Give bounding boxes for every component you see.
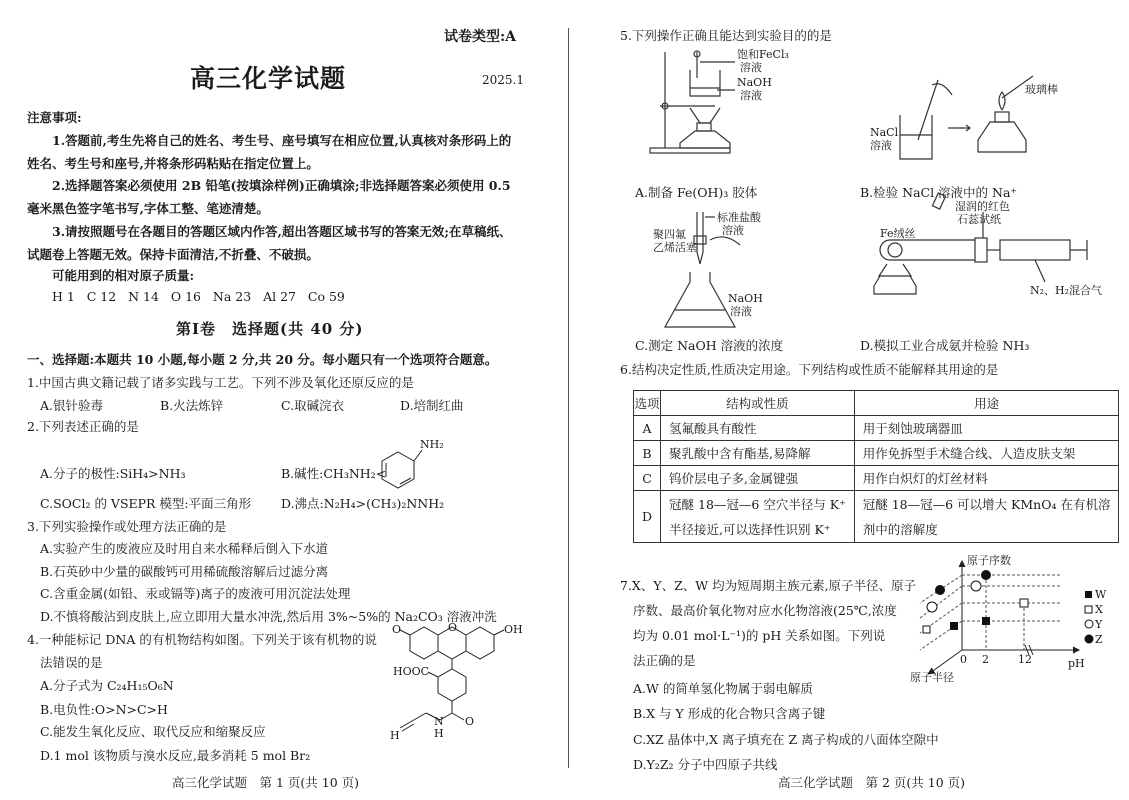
fig-d-label: Fe绒丝 (880, 227, 916, 240)
property-line: 半径接近,可以选择性识别 K⁺ (669, 521, 831, 537)
structure-label: H (434, 727, 444, 740)
q5-option-c: C.测定 NaOH 溶液的浓度 (635, 338, 784, 353)
point-x (1020, 599, 1028, 607)
point-y-radius (927, 602, 937, 612)
point-z-radius (935, 585, 945, 595)
figure-a-colloid-setup (655, 50, 825, 180)
q7-stem-cont: 法正确的是 (633, 653, 696, 668)
part1-heading: 一、选择题:本题共 10 小题,每小题 2 分,共 20 分。每小题只有一个选项符合题意。 (27, 352, 498, 367)
notice-line: 试题卷上答题无效。保持卡面清洁,不折叠、不破损。 (27, 247, 319, 262)
q3-stem: 3.下列实验操作或处理方法正确的是 (27, 519, 227, 534)
page-title: 高三化学试题 (190, 64, 347, 93)
section-title: 第Ⅰ卷 选择题(共 40 分) (176, 320, 364, 338)
q3-option-b: B.石英砂中少量的碳酸钙可用稀硫酸溶解后过滤分离 (40, 564, 329, 579)
legend-w: W (1095, 588, 1107, 601)
q1-option-c: C.取碱浣衣 (281, 398, 345, 413)
q5-option-d: D.模拟工业合成氨并检验 NH₃ (860, 338, 1030, 353)
q4-option-a: A.分子式为 C₂₄H₁₅O₆N (40, 678, 174, 693)
q2-option-d: D.沸点:N₂H₄>(CH₃)₂NNH₂ (281, 496, 445, 511)
q7-stem: 7.X、Y、Z、W 均为短周期主族元素,原子半径、原子 (620, 578, 917, 593)
notice-line: 1.答题前,考生先将自己的姓名、考生号、座号填写在相应位置,认真核对条形码上的 (52, 133, 512, 148)
dna-label-molecule-structure (390, 621, 540, 745)
table-row (634, 466, 1119, 491)
fig-a-label: 溶液 (740, 61, 762, 74)
structure-label: O (448, 621, 458, 634)
use-line: 剂中的溶解度 (862, 521, 938, 537)
q1-option-d: D.培制红曲 (400, 398, 464, 413)
aniline-structure (378, 440, 458, 500)
fig-c-label: 溶液 (730, 305, 752, 318)
use-cell: 用作白炽灯的灯丝材料 (854, 466, 1119, 491)
fig-b-label: 溶液 (870, 139, 892, 152)
notice-line: 毫米黑色签字笔书写,字体工整、笔迹清楚。 (27, 201, 269, 216)
q7-stem-cont: 序数、最高价氧化物对应水化物溶液(25℃,浓度 (633, 603, 897, 618)
z-axis-label: 原子半径 (910, 671, 954, 684)
q5-option-b: B.检验 NaCl 溶液中的 Na⁺ (860, 185, 1018, 200)
fig-c-label: 溶液 (722, 224, 744, 237)
tick-label: 12 (1018, 653, 1032, 666)
atomic-masses: H 1 C 12 N 14 O 16 Na 23 Al 27 Co 59 (52, 289, 345, 304)
q5-option-a: A.制备 Fe(OH)₃ 胶体 (635, 185, 758, 200)
q1-option-a: A.银针验毒 (40, 398, 104, 413)
q1-stem: 1.中国古典文籍记载了诸多实践与工艺。下列不涉及氧化还原反应的是 (27, 375, 414, 390)
header-cell: 结构或性质 (661, 391, 855, 416)
table-header-row (634, 391, 1119, 416)
q3-option-a: A.实验产生的废液应及时用自来水稀释后倒入下水道 (40, 541, 329, 556)
structure-label: N (434, 715, 444, 728)
q2-option-c: C.SOCl₂ 的 VSEPR 模型:平面三角形 (40, 496, 252, 511)
q7-option-b: B.X 与 Y 形成的化合物只含离子键 (633, 706, 826, 721)
notice-line: 3.请按照题号在各题目的答题区域内作答,超出答题区域书写的答案无效;在草稿纸、 (52, 224, 512, 239)
table-row (634, 441, 1119, 466)
q2-option-a: A.分子的极性:SiH₄>NH₃ (40, 466, 186, 481)
q4-option-b: B.电负性:O>N>C>H (40, 702, 168, 717)
table-row (634, 416, 1119, 441)
q7-option-a: A.W 的简单氢化物属于弱电解质 (633, 681, 813, 696)
use-cell: 用于刻蚀玻璃器皿 (854, 416, 1119, 441)
legend-z-marker (1085, 635, 1094, 644)
notice-heading: 注意事项: (27, 110, 82, 125)
option-cell: B (634, 441, 661, 466)
property-cell: 钨价层电子多,金属键强 (661, 466, 855, 491)
use-line: 冠醚 18—冠—6 可以增大 KMnO₄ 在有机溶 (862, 496, 1111, 512)
paper-type: 试卷类型:A (444, 29, 517, 45)
fig-c-label: 乙烯活塞 (653, 241, 697, 254)
point-z (981, 570, 991, 580)
page1-footer: 高三化学试题 第 1 页(共 10 页) (172, 775, 360, 790)
fig-b-label: 玻璃棒 (1025, 83, 1058, 96)
q2-stem: 2.下列表述正确的是 (27, 419, 139, 434)
property-cell: 氢氟酸具有酸性 (661, 416, 855, 441)
notice-line: 2.选择题答案必须使用 2B 铅笔(按填涂样例)正确填涂;非选择题答案必须使用 0.5 (52, 178, 511, 193)
point-w (982, 617, 990, 625)
tick-label: 0 (960, 653, 967, 666)
fig-d-label: 湿润的红色 (955, 200, 1010, 213)
structure-label: OH (504, 623, 523, 636)
use-cell (854, 491, 1119, 543)
fig-c-label: 标准盐酸 (717, 211, 761, 224)
option-cell: C (634, 466, 661, 491)
structure-label: O (392, 623, 402, 636)
q7-option-d: D.Y₂Z₂ 分子中四原子共线 (633, 757, 778, 772)
header-cell: 选项 (634, 391, 661, 416)
legend-y-marker (1085, 620, 1093, 628)
property-line: 冠醚 18—冠—6 空穴半径与 K⁺ (669, 496, 846, 512)
tick-label: 2 (982, 653, 989, 666)
fig-b-label: NaCl (870, 126, 899, 139)
q1-option-b: B.火法炼锌 (160, 398, 224, 413)
figure-b-flame-test (870, 83, 1110, 170)
legend-z: Z (1095, 633, 1103, 646)
legend-x: X (1095, 603, 1103, 616)
q3-option-d: D.不慎将酸沾到皮肤上,应立即用大量水冲洗,然后用 3%~5%的 Na₂CO₃ 溶液冲洗 (40, 609, 497, 624)
q7-stem-cont: 均为 0.01 mol·L⁻¹)的 pH 关系如图。下列说 (633, 628, 886, 643)
q6-table (633, 390, 1119, 543)
nh2-label: NH₂ (420, 438, 444, 451)
fig-d-label: N₂、H₂混合气 (1030, 284, 1103, 297)
page-divider (568, 28, 569, 768)
fig-c-label: 聚四氟 (653, 228, 686, 241)
legend-x-marker (1085, 606, 1092, 613)
table-row (634, 491, 1119, 543)
atomic-mass-heading: 可能用到的相对原子质量: (52, 268, 195, 283)
notice-line: 姓名、考生号和座号,并将条形码粘贴在指定位置上。 (27, 156, 319, 171)
q7-figure (905, 555, 1125, 685)
q6-stem: 6.结构决定性质,性质决定用途。下列结构或性质不能解释其用途的是 (620, 362, 999, 377)
structure-label: HOOC (393, 665, 430, 678)
z-axis (930, 650, 962, 673)
use-cell: 用作免拆型手术缝合线、人造皮肤支架 (854, 441, 1119, 466)
fig-d-label: 石蕊试纸 (957, 213, 1001, 226)
q4-option-c: C.能发生氧化反应、取代反应和缩聚反应 (40, 724, 266, 739)
property-cell: 聚乳酸中含有酯基,易降解 (661, 441, 855, 466)
figure-d-ammonia-synthesis (875, 200, 1115, 332)
legend-y: Y (1095, 618, 1103, 631)
q4-stem-cont: 法错误的是 (40, 655, 103, 670)
point-w-radius (950, 622, 958, 630)
header-cell: 用途 (854, 391, 1119, 416)
point-x-radius (923, 626, 930, 633)
point-y (971, 581, 981, 591)
x-axis-label: pH (1068, 657, 1085, 670)
option-cell: D (634, 491, 661, 543)
q2-option-b: B.碱性:CH₃NH₂< (281, 466, 387, 481)
property-cell (661, 491, 855, 543)
q4-option-d: D.1 mol 该物质与溴水反应,最多消耗 5 mol Br₂ (40, 748, 311, 763)
page2-footer: 高三化学试题 第 2 页(共 10 页) (778, 775, 966, 790)
fig-a-label: 饱和FeCl₃ (737, 48, 789, 61)
structure-label: H (390, 729, 400, 742)
legend-w-marker (1085, 591, 1092, 598)
q5-stem: 5.下列操作正确且能达到实验目的的是 (620, 28, 832, 43)
option-cell: A (634, 416, 661, 441)
exam-date: 2025.1 (482, 73, 524, 87)
q4-stem: 4.一种能标记 DNA 的有机物结构如图。下列关于该有机物的说 (27, 632, 377, 647)
q7-option-c: C.XZ 晶体中,X 离子填充在 Z 离子构成的八面体空隙中 (633, 732, 939, 747)
y-axis-label: 原子序数 (967, 554, 1011, 567)
fig-c-label: NaOH (728, 292, 763, 305)
structure-label: O (465, 715, 475, 728)
figure-c-titration (653, 211, 810, 332)
fig-a-label: NaOH (737, 76, 772, 89)
q3-option-c: C.含重金属(如铅、汞或镉等)离子的废液可用沉淀法处理 (40, 586, 351, 601)
fig-a-label: 溶液 (740, 89, 762, 102)
